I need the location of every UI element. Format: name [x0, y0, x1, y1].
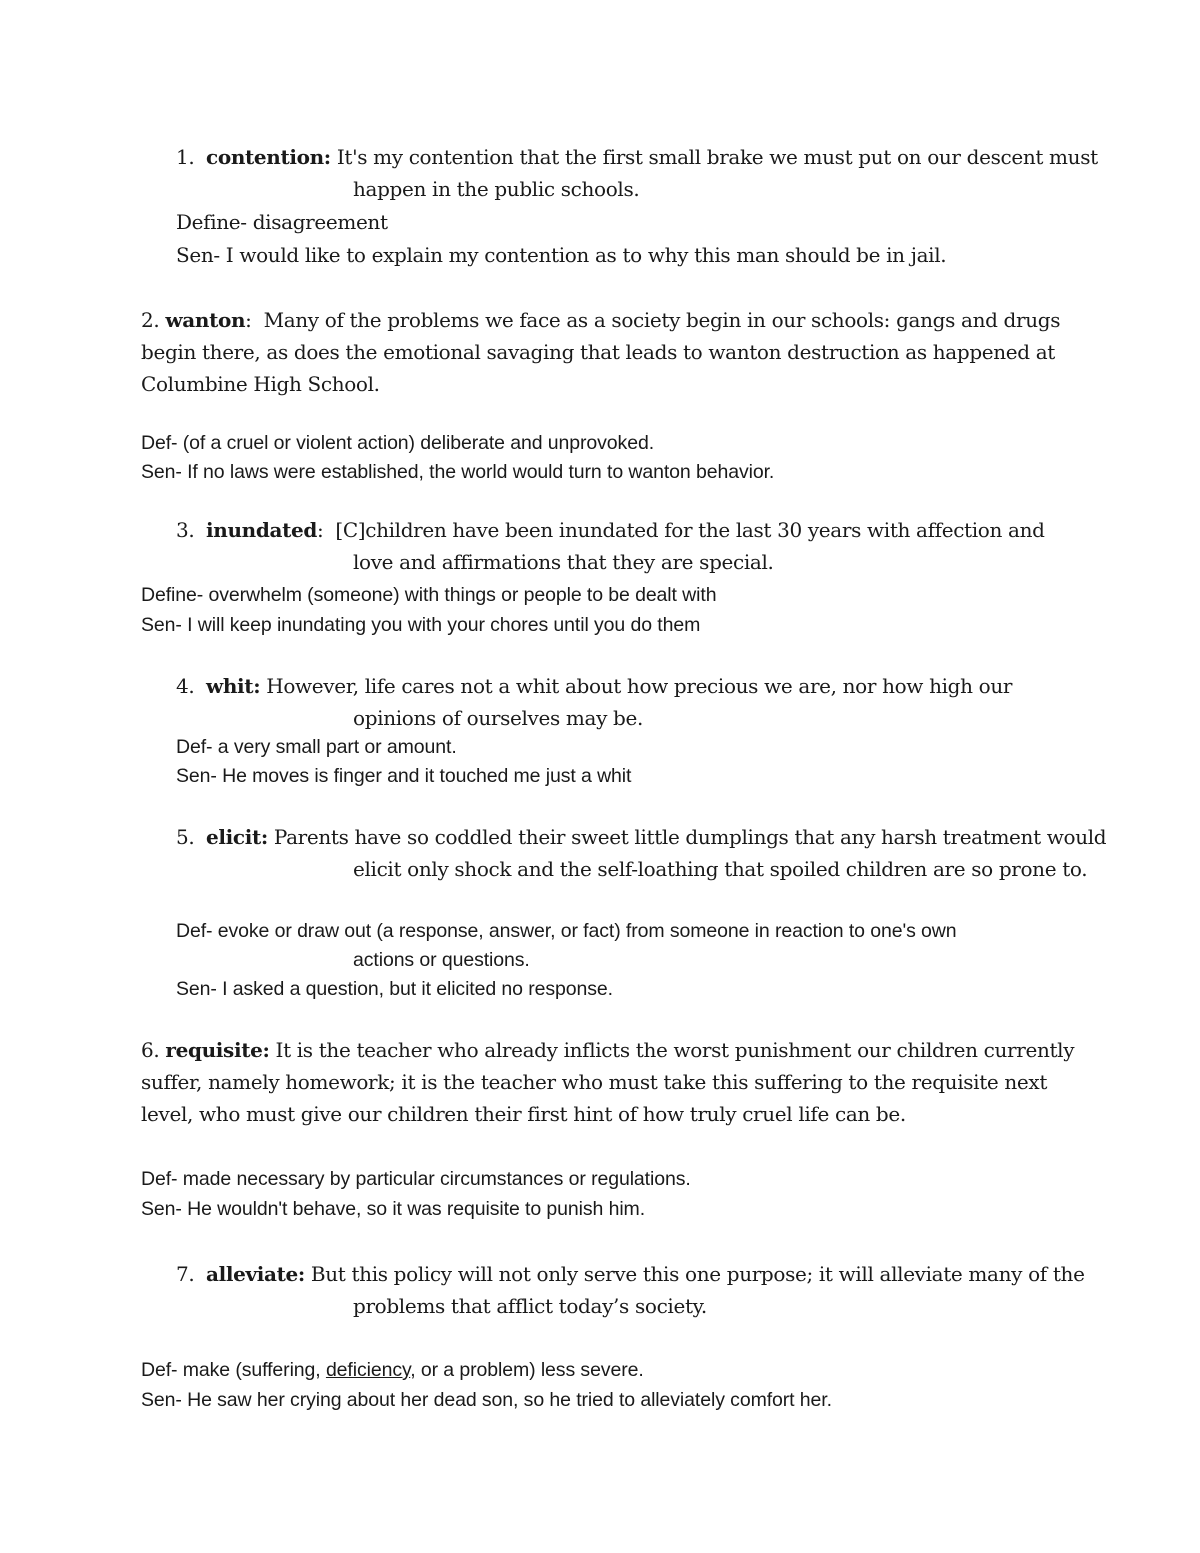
entry-1-definition: Define- disagreement — [176, 210, 388, 234]
entry-4-sentence: Sen- He moves is finger and it touched me just a whit — [176, 765, 632, 787]
entry-7-term: alleviate: — [206, 1262, 305, 1286]
entry-7-quote-line — [176, 1262, 1085, 1286]
entry-2-term: wanton — [165, 308, 246, 332]
entry-7-quote-line2: problems that afflict today’s society. — [353, 1294, 707, 1318]
entry-6-quote-line1: It is the teacher who already inflicts the worst punishment our children currently — [275, 1038, 1075, 1062]
entry-1-quote-line1: It's my contention that the first small brake we must put on our descent must — [336, 145, 1098, 169]
entry-2-colon: : — [245, 308, 252, 332]
entry-4-quote-line2: opinions of ourselves may be. — [353, 706, 643, 730]
entry-3-colon: : — [316, 518, 324, 542]
entry-1-term: contention: — [206, 145, 331, 169]
entry-5-number: 5. — [176, 825, 195, 849]
entry-2-number: 2. — [141, 308, 160, 332]
entry-5-term: elicit: — [206, 825, 268, 849]
entry-3-sentence: Sen- I will keep inundating you with your chores until you do them — [141, 614, 701, 636]
entry-7-definition-underlined: deficiency — [325, 1359, 411, 1381]
entry-1-quote-line2: happen in the public schools. — [353, 177, 640, 201]
entry-5-quote-line — [176, 825, 1106, 849]
entry-7-sentence: Sen- He saw her crying about her dead son, so he tried to alleviately comfort her. — [141, 1389, 832, 1411]
entry-4-number: 4. — [176, 674, 195, 698]
entry-4-quote-line — [176, 674, 1012, 698]
entry-7-definition-post: , or a problem) less severe. — [410, 1359, 644, 1381]
entry-6-sentence: Sen- He wouldn't behave, so it was requisite to punish him. — [141, 1198, 646, 1220]
entry-2-quote-line2: begin there, as does the emotional savaging that leads to wanton destruction as happened at — [141, 340, 1055, 364]
entry-5-quote-line2: elicit only shock and the self-loathing that spoiled children are so prone to. — [353, 857, 1088, 881]
entry-6-number: 6. — [141, 1038, 160, 1062]
entry-7-definition — [141, 1359, 644, 1382]
entry-1-number: 1. — [176, 145, 195, 169]
entry-5-definition-line2: actions or questions. — [353, 949, 530, 971]
entry-2-quote-line3: Columbine High School. — [141, 372, 380, 396]
entry-5-definition-line1: Def- evoke or draw out (a response, answer, or fact) from someone in reaction to one's own — [176, 920, 957, 942]
entry-1-quote-line — [176, 145, 1098, 169]
entry-6-definition: Def- made necessary by particular circumstances or regulations. — [141, 1168, 691, 1190]
entry-4-definition: Def- a very small part or amount. — [176, 736, 457, 758]
entry-7-definition-pre: Def- make (suffering, — [141, 1359, 326, 1381]
entry-1-sentence: Sen- I would like to explain my contention as to why this man should be in jail. — [176, 243, 947, 267]
entry-2-sentence: Sen- If no laws were established, the world would turn to wanton behavior. — [141, 461, 775, 483]
entry-2-quote-line — [141, 308, 1060, 332]
entry-6-term: requisite: — [165, 1038, 270, 1062]
entry-3-quote-line — [176, 518, 1045, 542]
entry-3-definition: Define- overwhelm (someone) with things or people to be dealt with — [141, 584, 717, 606]
entry-7-number: 7. — [176, 1262, 195, 1286]
entry-5-quote-line1: Parents have so coddled their sweet little dumplings that any harsh treatment would — [273, 825, 1107, 849]
entry-6-quote-line3: level, who must give our children their first hint of how truly cruel life can be. — [141, 1102, 906, 1126]
entry-7-quote-line1: But this policy will not only serve this one purpose; it will alleviate many of the — [310, 1262, 1085, 1286]
entry-4-term: whit: — [206, 674, 261, 698]
entry-4-quote-line1: However, life cares not a whit about how precious we are, nor how high our — [266, 674, 1013, 698]
entry-3-quote-line2: love and affirmations that they are special. — [353, 550, 774, 574]
entry-2-quote-line1: Many of the problems we face as a society begin in our schools: gangs and drugs — [263, 308, 1061, 332]
entry-2-definition: Def- (of a cruel or violent action) deliberate and unprovoked. — [141, 432, 655, 454]
entry-6-quote-line — [141, 1038, 1074, 1062]
entry-3-term: inundated — [206, 518, 317, 542]
entry-6-quote-line2: suffer, namely homework; it is the teacher who must take this suffering to the requisite next — [141, 1070, 1048, 1094]
entry-3-quote-line1: [C]children have been inundated for the last 30 years with affection and — [335, 518, 1045, 542]
entry-5-sentence: Sen- I asked a question, but it elicited no response. — [176, 978, 613, 1000]
entry-3-number: 3. — [176, 518, 195, 542]
